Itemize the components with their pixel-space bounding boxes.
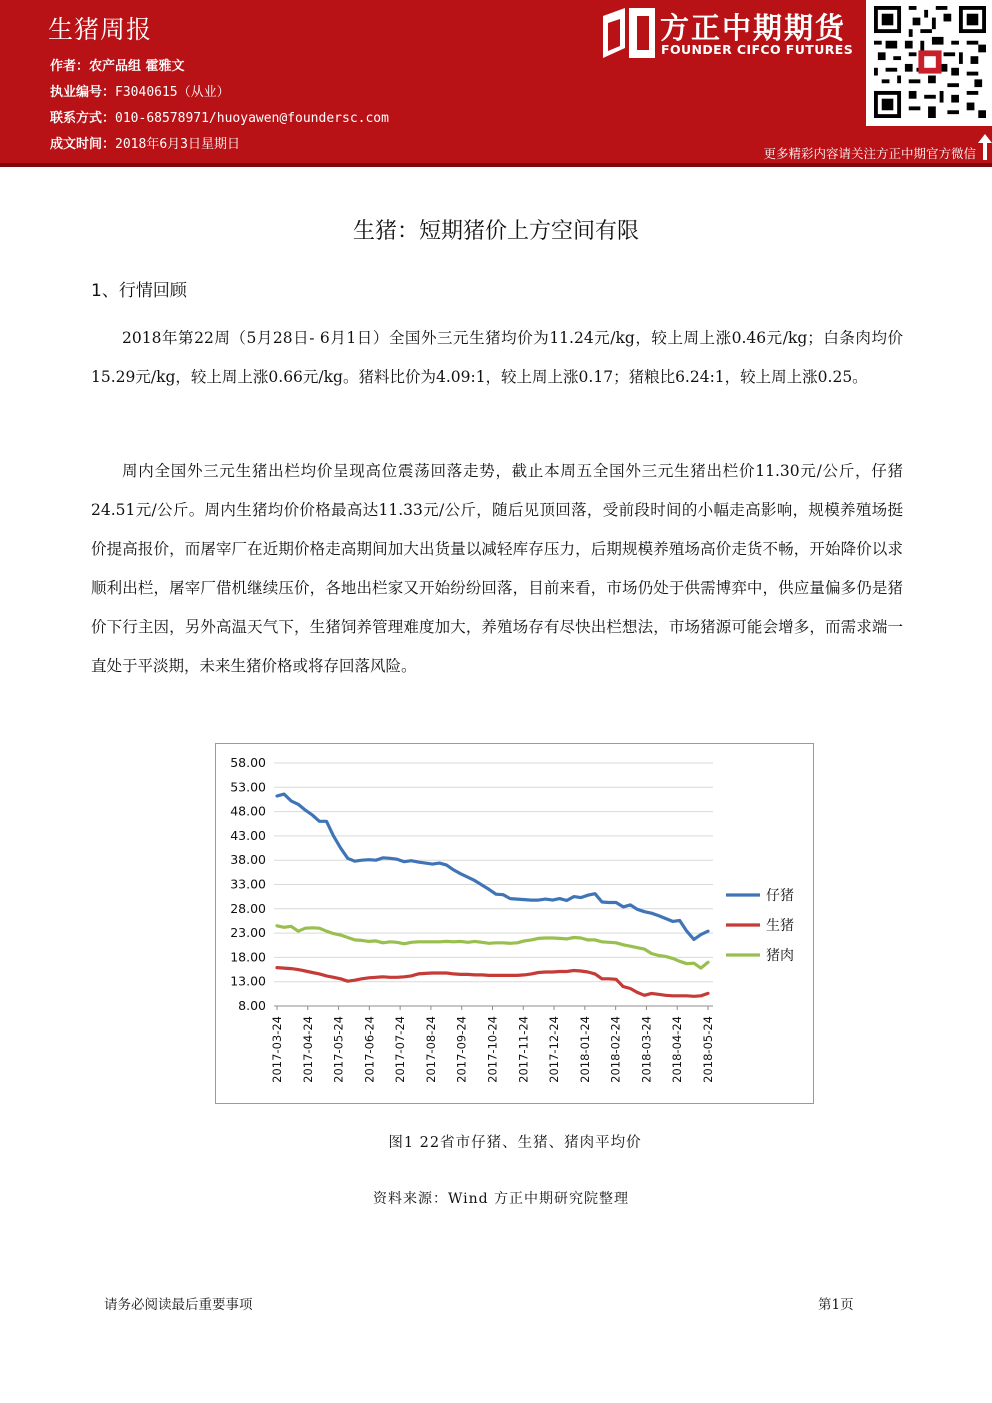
x-tick-label: 2017-08-24	[423, 1016, 438, 1083]
x-tick-label: 2018-02-24	[608, 1016, 623, 1083]
contact-value: 010-68578971/huoyawen@foundersc.com	[115, 111, 389, 126]
report-type-title: 生猪周报	[48, 15, 153, 44]
y-tick-label: 48.00	[230, 803, 266, 819]
arrow-up-icon	[978, 134, 992, 160]
x-tick-label: 2017-03-24	[270, 1016, 284, 1083]
x-tick-label: 2017-06-24	[362, 1016, 377, 1083]
x-tick-label: 2017-11-24	[516, 1016, 531, 1083]
date-value: 2018年6月3日星期日	[115, 137, 240, 152]
author-line	[50, 55, 185, 74]
founder-logo-icon	[603, 8, 655, 58]
wechat-follow-note: 更多精彩内容请关注方正中期官方微信	[763, 146, 976, 161]
author-value: 农产品组 霍雅文	[89, 59, 185, 74]
date-label: 成文时间：	[50, 137, 116, 152]
license-label: 执业编号：	[50, 85, 116, 100]
price-chart-svg	[216, 744, 813, 1103]
document-title: 生猪：短期猪价上方空间有限	[352, 219, 639, 244]
license-value: F3040615（从业）	[115, 85, 230, 100]
y-tick-label: 38.00	[230, 852, 266, 868]
company-name-cn: 方正中期期货	[660, 11, 847, 45]
y-tick-label: 13.00	[230, 973, 266, 989]
y-tick-label: 33.00	[230, 876, 266, 892]
x-tick-label: 2017-04-24	[300, 1016, 315, 1083]
contact-label: 联系方式：	[50, 111, 116, 126]
x-tick-label: 2017-05-24	[331, 1016, 346, 1083]
company-name-en: FOUNDER CIFCO FUTURES	[661, 42, 854, 57]
x-tick-label: 2017-12-24	[547, 1016, 562, 1083]
date-line	[50, 133, 240, 152]
x-tick-label: 2018-01-24	[577, 1016, 592, 1083]
footer-disclaimer: 请务必阅读最后重要事项	[104, 1297, 253, 1313]
footer-page-number: 第1页	[818, 1297, 854, 1313]
y-tick-label: 18.00	[230, 949, 266, 965]
y-tick-label: 58.00	[230, 755, 266, 770]
y-tick-label: 53.00	[230, 779, 266, 795]
x-tick-label: 2017-07-24	[393, 1016, 408, 1083]
y-tick-label: 23.00	[230, 925, 266, 941]
license-line	[50, 81, 230, 100]
figure-source: 资料来源：Wind 方正中期研究院整理	[372, 1191, 630, 1207]
y-tick-label: 28.00	[230, 900, 266, 916]
contact-line	[50, 107, 389, 126]
author-label: 作者：	[50, 59, 90, 74]
x-tick-label: 2018-03-24	[639, 1016, 654, 1083]
header-divider	[0, 163, 992, 167]
y-tick-label: 8.00	[238, 998, 266, 1013]
y-tick-label: 43.00	[230, 827, 266, 843]
series-line-0	[277, 794, 708, 939]
x-tick-label: 2017-10-24	[485, 1016, 500, 1083]
legend-label-0: 仔猪	[766, 888, 794, 904]
x-tick-label: 2018-05-24	[701, 1016, 715, 1083]
x-tick-label: 2018-04-24	[670, 1016, 685, 1083]
legend-label-2: 猪肉	[766, 948, 794, 964]
series-line-2	[277, 926, 708, 968]
paragraph-analysis: 周内全国外三元生猪出栏均价呈现高位震荡回落走势，截止本周五全国外三元生猪出栏价11.30元/公斤，仔猪24.51元/公斤。周内生猪均价价格最高达11.33元/公斤，随后见顶回落，受前段时间的小幅走高影响，规模养殖场挺价提高报价，而屠宰厂在近期价格走高期间加大出货量以减轻库存压力，后期规模养殖场高价走货不畅，开始降价以求顺利出栏，屠宰厂借机继续压价，各地出栏家又开始纷纷回落，目前来看，市场仍处于供需博弈中，供应量偏多仍是猪价下行主因，另外高温天气下，生猪饲养管理难度加大，养殖场存有尽快出栏想法，市场猪源可能会增多，而需求端一直处于平淡期，未来生猪价格或将存回落风险。	[91, 462, 903, 675]
legend-label-1: 生猪	[766, 918, 794, 934]
qr-code-icon[interactable]	[874, 6, 986, 118]
section-heading: 1、行情回顾	[91, 281, 187, 301]
paragraph-summary: 2018年第22周（5月28日- 6月1日）全国外三元生猪均价为11.24元/kg，较上周上涨0.46元/kg；白条肉均价15.29元/kg，较上周上涨0.66元/kg。猪料比价为4.09:1，较上周上涨0.17；猪粮比6.24:1，较上周上涨0.25。	[91, 329, 903, 386]
qr-code-panel	[866, 0, 992, 126]
price-chart	[215, 743, 814, 1104]
x-tick-label: 2017-09-24	[454, 1016, 469, 1083]
figure-caption: 图1 22省市仔猪、生猪、猪肉平均价	[388, 1135, 642, 1151]
